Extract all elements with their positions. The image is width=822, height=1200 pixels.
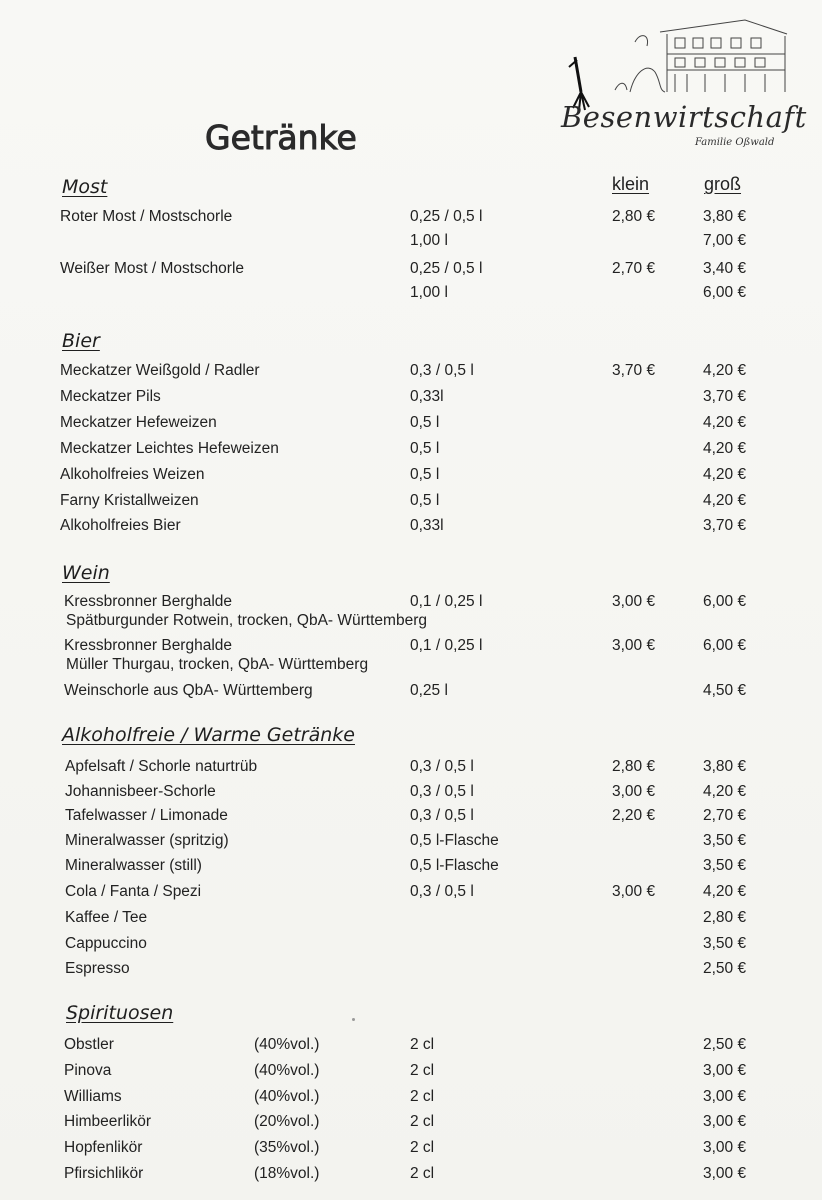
paper-speck xyxy=(352,1018,355,1021)
menu-row xyxy=(0,1036,822,1060)
item-name: Cola / Fanta / Spezi xyxy=(65,883,202,900)
item-size: 0,25 / 0,5 l xyxy=(410,260,483,277)
menu-row xyxy=(0,1088,822,1112)
price-big: 6,00 € xyxy=(703,637,747,654)
column-header-big: groß xyxy=(704,174,742,194)
section-title-bier: Bier xyxy=(62,330,100,352)
item-name: Kaffee / Tee xyxy=(65,909,148,926)
item-size: 0,5 l xyxy=(410,414,440,431)
brand-name: Besenwirtschaft xyxy=(561,100,807,134)
price-small: 3,00 € xyxy=(612,637,656,654)
menu-row xyxy=(0,208,822,232)
price-big: 3,70 € xyxy=(703,388,747,405)
price-small: 2,80 € xyxy=(612,208,656,225)
item-name: Farny Kristallweizen xyxy=(60,492,199,509)
menu-row xyxy=(0,1113,822,1137)
logo xyxy=(555,12,807,148)
menu-row xyxy=(0,362,822,386)
item-size: 0,5 l-Flasche xyxy=(410,832,499,849)
price-small: 3,00 € xyxy=(612,883,656,900)
menu-row xyxy=(0,414,822,438)
price-big: 4,20 € xyxy=(703,783,747,800)
item-name: Meckatzer Weißgold / Radler xyxy=(60,362,260,379)
menu-row xyxy=(0,517,822,541)
item-size: 2 cl xyxy=(410,1139,435,1156)
item-name: Kressbronner Berghalde xyxy=(64,637,233,654)
menu-row xyxy=(0,232,822,256)
item-name: Roter Most / Mostschorle xyxy=(60,208,233,225)
price-big: 3,80 € xyxy=(703,208,747,225)
menu-row xyxy=(0,260,822,284)
item-name: Williams xyxy=(64,1088,122,1105)
price-big: 3,50 € xyxy=(703,857,747,874)
price-big: 4,20 € xyxy=(703,440,747,457)
item-name: Espresso xyxy=(65,960,130,977)
item-name: Kressbronner Berghalde xyxy=(64,593,233,610)
price-small: 3,70 € xyxy=(612,362,656,379)
menu-row xyxy=(0,857,822,881)
item-size: 0,33l xyxy=(410,388,444,405)
item-size: 0,1 / 0,25 l xyxy=(410,593,483,610)
item-name: Mineralwasser (still) xyxy=(65,857,202,874)
price-big: 6,00 € xyxy=(703,284,747,301)
item-size: 1,00 l xyxy=(410,232,448,249)
menu-row xyxy=(0,832,822,856)
menu-row xyxy=(0,783,822,807)
price-big: 3,40 € xyxy=(703,260,747,277)
menu-row xyxy=(0,492,822,516)
section-title-wein: Wein xyxy=(62,562,110,584)
price-big: 3,70 € xyxy=(703,517,747,534)
item-name: Himbeerlikör xyxy=(64,1113,151,1130)
price-big: 3,50 € xyxy=(703,935,747,952)
menu-row xyxy=(0,883,822,907)
item-abv: (35%vol.) xyxy=(254,1139,320,1156)
menu-row xyxy=(0,388,822,412)
item-size: 0,25 l xyxy=(410,682,448,699)
item-name: Meckatzer Hefeweizen xyxy=(60,414,217,431)
item-size: 0,25 / 0,5 l xyxy=(410,208,483,225)
item-name: Weißer Most / Mostschorle xyxy=(60,260,245,277)
item-size: 2 cl xyxy=(410,1062,435,1079)
menu-row xyxy=(0,758,822,782)
item-name: Cappuccino xyxy=(65,935,147,952)
menu-row xyxy=(0,284,822,308)
item-name: Alkoholfreies Bier xyxy=(60,517,181,534)
price-big: 2,50 € xyxy=(703,1036,747,1053)
section-title-alkoholfrei: Alkoholfreie / Warme Getränke xyxy=(62,724,355,746)
item-size: 0,5 l-Flasche xyxy=(410,857,499,874)
item-size: 0,5 l xyxy=(410,466,440,483)
item-name: Pfirsichlikör xyxy=(64,1165,144,1182)
item-size: 0,1 / 0,25 l xyxy=(410,637,483,654)
price-big: 2,50 € xyxy=(703,960,747,977)
menu-row xyxy=(0,466,822,490)
menu-row xyxy=(0,682,822,706)
item-size: 1,00 l xyxy=(410,284,448,301)
item-abv: (40%vol.) xyxy=(254,1062,320,1079)
item-abv: (40%vol.) xyxy=(254,1036,320,1053)
price-big: 3,80 € xyxy=(703,758,747,775)
price-big: 2,80 € xyxy=(703,909,747,926)
item-name: Alkoholfreies Weizen xyxy=(60,466,205,483)
item-name: Meckatzer Leichtes Hefeweizen xyxy=(60,440,279,457)
column-header-small: klein xyxy=(612,174,650,194)
menu-row xyxy=(0,1062,822,1086)
page-title: Getränke xyxy=(205,118,357,157)
price-big: 3,00 € xyxy=(703,1062,747,1079)
item-size: 0,3 / 0,5 l xyxy=(410,362,474,379)
family-name: Familie Oßwald xyxy=(695,137,775,148)
item-name: Johannisbeer-Schorle xyxy=(65,783,216,800)
menu-row xyxy=(0,1139,822,1163)
item-size: 0,3 / 0,5 l xyxy=(410,758,474,775)
price-small: 3,00 € xyxy=(612,593,656,610)
price-big: 4,20 € xyxy=(703,414,747,431)
price-big: 4,20 € xyxy=(703,466,747,483)
item-abv: (20%vol.) xyxy=(254,1113,320,1130)
item-name: Apfelsaft / Schorle naturtrüb xyxy=(65,758,258,775)
item-abv: (40%vol.) xyxy=(254,1088,320,1105)
menu-row xyxy=(0,960,822,984)
price-big: 4,20 € xyxy=(703,492,747,509)
item-size: 2 cl xyxy=(410,1165,435,1182)
item-name: Hopfenlikör xyxy=(64,1139,143,1156)
item-description: Spätburgunder Rotwein, trocken, QbA- Württemberg xyxy=(66,612,427,629)
item-size: 0,3 / 0,5 l xyxy=(410,807,474,824)
price-big: 3,00 € xyxy=(703,1113,747,1130)
price-small: 3,00 € xyxy=(612,783,656,800)
price-big: 4,20 € xyxy=(703,362,747,379)
item-size: 0,5 l xyxy=(410,440,440,457)
menu-row xyxy=(0,440,822,464)
section-title-most: Most xyxy=(62,176,108,198)
item-abv: (18%vol.) xyxy=(254,1165,320,1182)
item-name: Weinschorle aus QbA- Württemberg xyxy=(64,682,313,699)
section-title-spirituosen: Spirituosen xyxy=(66,1002,174,1024)
menu-row xyxy=(0,807,822,831)
menu-row xyxy=(0,935,822,959)
item-size: 2 cl xyxy=(410,1088,435,1105)
price-big: 7,00 € xyxy=(703,232,747,249)
price-big: 3,00 € xyxy=(703,1165,747,1182)
item-name: Mineralwasser (spritzig) xyxy=(65,832,229,849)
price-big: 3,50 € xyxy=(703,832,747,849)
item-size: 2 cl xyxy=(410,1036,435,1053)
item-size: 0,3 / 0,5 l xyxy=(410,783,474,800)
item-size: 0,33l xyxy=(410,517,444,534)
item-size: 0,3 / 0,5 l xyxy=(410,883,474,900)
price-small: 2,70 € xyxy=(612,260,656,277)
menu-row xyxy=(0,1165,822,1189)
price-big: 3,00 € xyxy=(703,1139,747,1156)
price-big: 4,50 € xyxy=(703,682,747,699)
item-size: 2 cl xyxy=(410,1113,435,1130)
price-small: 2,80 € xyxy=(612,758,656,775)
price-big: 2,70 € xyxy=(703,807,747,824)
item-name: Pinova xyxy=(64,1062,112,1079)
menu-row xyxy=(0,909,822,933)
item-name: Tafelwasser / Limonade xyxy=(65,807,228,824)
price-small: 2,20 € xyxy=(612,807,656,824)
price-big: 4,20 € xyxy=(703,883,747,900)
price-big: 3,00 € xyxy=(703,1088,747,1105)
item-name: Meckatzer Pils xyxy=(60,388,161,405)
price-big: 6,00 € xyxy=(703,593,747,610)
item-description: Müller Thurgau, trocken, QbA- Württemberg xyxy=(66,656,369,673)
item-size: 0,5 l xyxy=(410,492,440,509)
item-name: Obstler xyxy=(64,1036,114,1053)
